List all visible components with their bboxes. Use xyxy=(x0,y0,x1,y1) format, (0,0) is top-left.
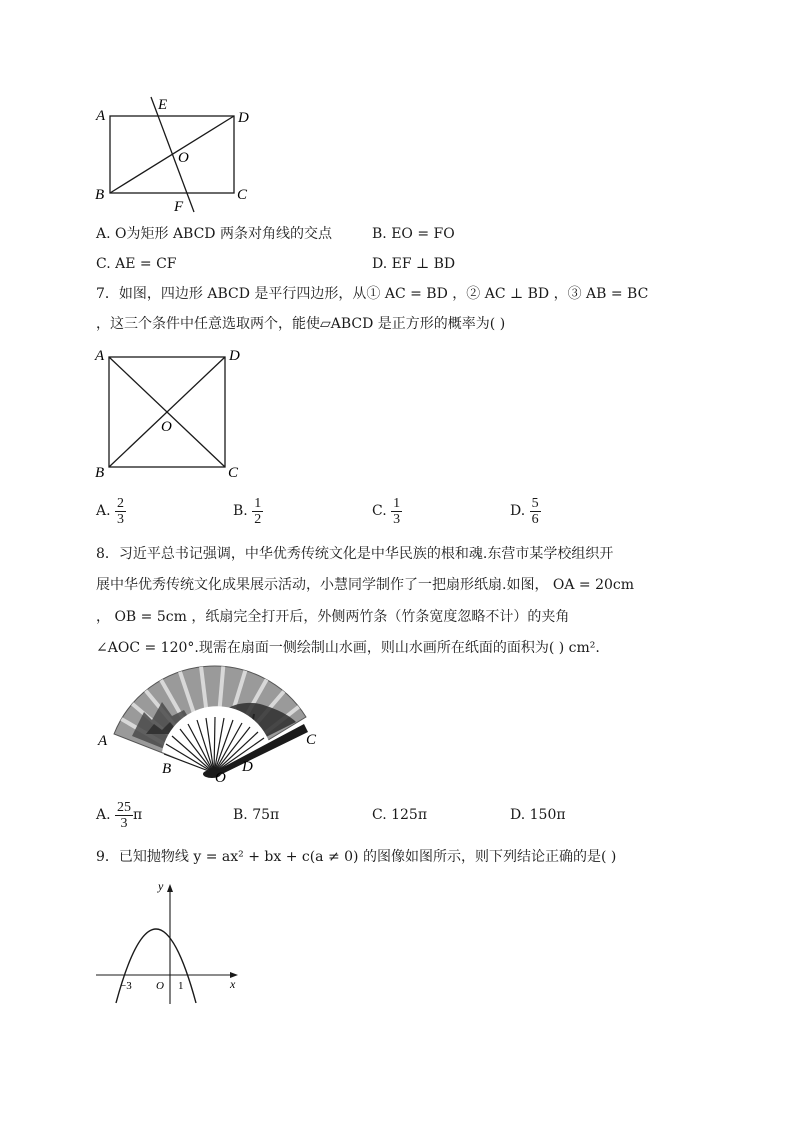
label-o: O xyxy=(215,770,226,786)
q8-option-b: B. 75π xyxy=(233,807,280,823)
q9-parabola-graph xyxy=(92,878,252,1008)
q7-stem-line1: 7．如图，四边形 ABCD 是平行四边形，从① AC = BD ，② AC ⊥ BD ，③ AB = BC xyxy=(96,286,649,302)
q6-option-b: B. EO = FO xyxy=(372,226,455,242)
q7-option-b xyxy=(233,494,263,528)
q6-option-a: A. O为矩形 ABCD 两条对角线的交点 xyxy=(96,226,332,242)
q8-stem-line3: ， OB = 5cm ，纸扇完全打开后，外侧两竹条（竹条宽度忽略不计）的夹角 xyxy=(96,609,570,625)
label-d: D xyxy=(242,759,253,775)
q7-option-d xyxy=(510,494,541,528)
label-b: B xyxy=(95,187,105,203)
label-c: C xyxy=(306,732,317,748)
label-d: D xyxy=(238,110,249,126)
q6-rectangle-figure xyxy=(92,92,262,217)
option-label: B. xyxy=(233,503,248,519)
y-axis-arrow xyxy=(167,884,173,892)
q8-stem-line2: 展中华优秀传统文化成果展示活动，小慧同学制作了一把扇形纸扇.如图， OA = 20cm xyxy=(96,577,635,593)
q7-parallelogram-figure xyxy=(92,344,252,480)
label-a: A xyxy=(98,733,108,749)
label-o: O xyxy=(161,419,172,435)
label-one: 1 xyxy=(178,980,184,992)
q9-stem-line1: 9．已知抛物线 y = ax² + bx + c(a ≠ 0) 的图像如图所示，则下列结论正确的是( ) xyxy=(96,849,617,865)
q6-option-c: C. AE = CF xyxy=(96,256,177,272)
label-x: x xyxy=(230,977,236,991)
option-label: A. xyxy=(96,503,111,519)
label-b: B xyxy=(162,761,172,777)
fraction: $\frac{1}{2}$ xyxy=(254,495,262,527)
option-label: C. xyxy=(372,503,387,519)
q7-option-c xyxy=(372,494,402,528)
q8-stem-line1: 8．习近平总书记强调，中华优秀传统文化是中华民族的根和魂.东营市某学校组织开 xyxy=(96,546,614,562)
label-b: B xyxy=(95,465,105,480)
q8-fan-figure xyxy=(92,664,332,790)
label-neg3: −3 xyxy=(120,980,132,992)
q8-option-d: D. 150π xyxy=(510,807,566,823)
label-d: D xyxy=(229,348,240,364)
label-c: C xyxy=(237,187,248,203)
fraction: $\frac{25}{3}$ xyxy=(117,799,132,831)
q6-option-d: D. EF ⊥ BD xyxy=(372,256,456,272)
label-f: F xyxy=(174,199,184,215)
fraction: $\frac{1}{3}$ xyxy=(393,495,401,527)
q8-option-c: C. 125π xyxy=(372,807,428,823)
fraction: $\frac{2}{3}$ xyxy=(117,495,125,527)
q7-stem-line2: ，这三个条件中任意选取两个，能使▱ABCD 是正方形的概率为( ) xyxy=(96,316,506,332)
label-c: C xyxy=(228,465,239,480)
pi-symbol: π xyxy=(133,807,143,823)
label-a: A xyxy=(96,108,106,124)
q8-stem-line4: ∠AOC = 120°.现需在扇面一侧绘制山水画，则山水画所在纸面的面积为( ) cm². xyxy=(96,640,600,656)
label-e: E xyxy=(158,97,168,113)
option-label: A. xyxy=(96,807,111,823)
q8-option-a xyxy=(96,798,142,832)
label-origin: O xyxy=(156,980,164,992)
label-a: A xyxy=(95,348,105,364)
q7-option-a xyxy=(96,494,126,528)
label-y: y xyxy=(158,879,164,893)
label-o: O xyxy=(178,150,189,166)
option-label: D. xyxy=(510,503,526,519)
fraction: $\frac{5}{6}$ xyxy=(531,495,539,527)
